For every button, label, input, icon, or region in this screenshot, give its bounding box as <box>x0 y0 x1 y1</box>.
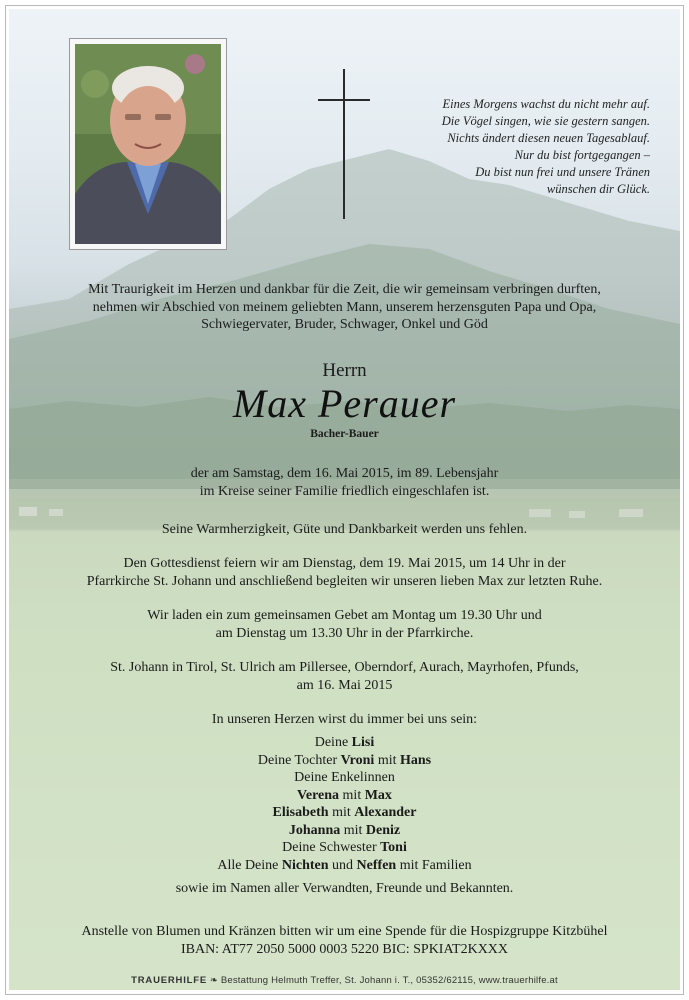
remembrance-text: In unseren Herzen wirst du immer bei uns sein: <box>211 712 478 727</box>
mourner-name: Johanna <box>288 822 341 838</box>
prayer-line: Wir laden ein zum gemeinsamen Gebet am Montag um 19.30 Uhr und <box>147 608 542 623</box>
mourner-text: mit <box>339 787 365 803</box>
death-notice-line: der am Samstag, dem 16. Mai 2015, im 89. Lebensjahr <box>190 466 499 481</box>
mourner-name: Neffen <box>356 857 397 873</box>
deceased-name: Max Perauer <box>232 381 457 426</box>
portrait-photo <box>69 38 227 250</box>
mourner-line <box>0 752 689 770</box>
salutation: Herrn <box>322 360 367 381</box>
poem-line: Die Vögel singen, wie sie gestern sangen. <box>441 114 650 128</box>
mourner-name: Hans <box>400 752 432 768</box>
mourner-line <box>0 804 689 822</box>
mourner-name: Nichten <box>281 857 329 873</box>
prayer-line: am Dienstag um 13.30 Uhr in der Pfarrkirche. <box>215 625 474 641</box>
poem-line: wünschen dir Glück. <box>546 182 650 196</box>
mourner-line <box>0 769 689 787</box>
poem-line: Nur du bist fortgegangen – <box>514 148 650 162</box>
donation-line: IBAN: AT77 2050 5000 0003 5220 BIC: SPKIAT2KXXX <box>180 941 509 957</box>
mourner-name: Deniz <box>365 822 401 838</box>
mourner-text: mit <box>374 752 400 768</box>
mourner-text: Deine Schwester <box>282 840 381 855</box>
mourner-text: mit <box>328 805 355 820</box>
dove-icon: ❧ <box>209 975 221 986</box>
relatives-text: sowie im Namen aller Verwandten, Freunde und Bekannten. <box>175 881 514 896</box>
poem-line: Du bist nun frei und unsere Tränen <box>475 165 650 179</box>
mourner-text: Deine <box>314 735 352 750</box>
prayer-text <box>0 607 689 642</box>
deceased-nickname: Bacher-Bauer <box>310 428 379 440</box>
places-text <box>0 659 689 694</box>
intro-text <box>0 281 689 334</box>
qualities-text: Seine Warmherzigkeit, Güte und Dankbarkeit werden uns fehlen. <box>161 522 528 537</box>
mourner-text: und <box>328 857 357 873</box>
mourner-line <box>0 839 689 857</box>
mourner-name: Verena <box>297 787 340 803</box>
mourner-name: Vroni <box>340 752 375 768</box>
poem <box>360 96 650 198</box>
mourner-name: Toni <box>380 840 407 855</box>
mourner-name: Elisabeth <box>272 805 329 820</box>
poem-line: Eines Morgens wachst du nicht mehr auf. <box>442 97 650 111</box>
places-line: am 16. Mai 2015 <box>296 677 393 693</box>
portrait-image <box>75 44 221 244</box>
intro-line: Schwiegervater, Bruder, Schwager, Onkel und Göd <box>201 317 488 332</box>
intro-line: Mit Traurigkeit im Herzen und dankbar für die Zeit, die wir gemeinsam verbringen durften, <box>88 282 601 297</box>
mourner-text: mit <box>340 822 366 838</box>
mourner-text: Deine Enkelinnen <box>294 770 395 785</box>
funeral-text <box>0 555 689 590</box>
mourner-name: Max <box>364 787 392 803</box>
places-line: St. Johann in Tirol, St. Ulrich am Pillersee, Oberndorf, Aurach, Mayrhofen, Pfunds, <box>110 660 579 675</box>
footer-text: Bestattung Helmuth Treffer, St. Johann i. T., 05352/62115, www.trauerhilfe.at <box>220 975 558 986</box>
donation-text <box>0 923 689 958</box>
mourners-list <box>0 734 689 874</box>
mourner-text: Alle Deine <box>217 857 282 873</box>
mourner-text: Deine Tochter <box>257 752 341 768</box>
death-notice-line: im Kreise seiner Familie friedlich eingeschlafen ist. <box>199 483 490 499</box>
mourner-name: Lisi <box>351 735 375 750</box>
mourner-line <box>0 822 689 840</box>
donation-line: Anstelle von Blumen und Kränzen bitten wir um eine Spende für die Hospizgruppe Kitzbühel <box>81 924 608 939</box>
funeral-line: Pfarrkirche St. Johann und anschließend begleiten wir unseren lieben Max zur letzten Ruhe. <box>86 573 603 589</box>
death-notice <box>0 465 689 500</box>
mourner-name: Alexander <box>354 805 417 820</box>
mourner-line <box>0 787 689 805</box>
mourner-line <box>0 734 689 752</box>
footer-brand: TRAUERHILFE <box>131 975 207 986</box>
funeral-line: Den Gottesdienst feiern wir am Dienstag, dem 19. Mai 2015, um 14 Uhr in der <box>123 556 566 571</box>
mourner-line <box>0 857 689 875</box>
intro-line: nehmen wir Abschied von meinem geliebten Mann, unserem herzensguten Papa und Opa, <box>92 299 597 315</box>
footer <box>0 975 689 986</box>
poem-line: Nichts ändert diesen neuen Tagesablauf. <box>447 131 650 145</box>
mourner-text: mit Familien <box>396 857 472 873</box>
